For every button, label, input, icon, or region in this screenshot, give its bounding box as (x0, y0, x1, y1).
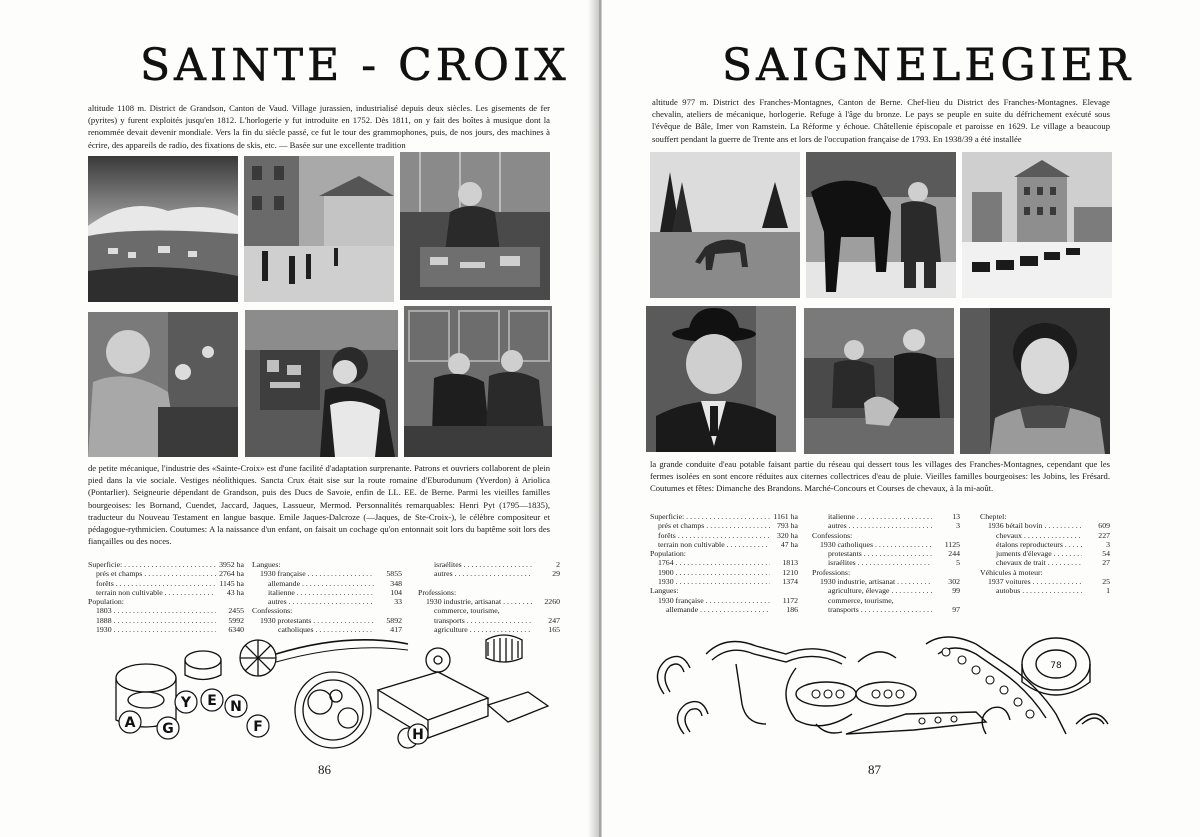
stat-row (418, 560, 560, 569)
right-stats-col-1 (650, 512, 798, 614)
stat-value: 27 (1082, 558, 1110, 567)
stat-label: commerce, tourisme, (434, 606, 500, 616)
stat-row (88, 606, 244, 615)
right-stats-col-2 (812, 512, 960, 614)
stat-label: transports . . . (418, 616, 532, 625)
stat-row (418, 569, 560, 578)
illus-letter-y: Y (180, 695, 192, 711)
photo-village-landscape (88, 156, 238, 302)
stat-row (88, 569, 244, 578)
right-page (602, 0, 1200, 837)
stat-value (932, 568, 960, 577)
stat-row (252, 569, 402, 578)
photo-watchmaker-portrait (88, 312, 238, 457)
stat-label: 1803 . . . (88, 606, 216, 615)
stat-value (532, 606, 560, 615)
stat-row (980, 577, 1110, 586)
stat-label: Cheptel: (980, 512, 1007, 521)
stat-label: 1930 . . . (650, 577, 770, 586)
stat-value: 6340 (216, 625, 244, 634)
illustration-watch-parts (108, 630, 558, 752)
left-body-text: de petite mécanique, l'industrie des «Sainte-Croix» est d'une facilité d'adaptation surprenante. Patrons et ouvriers collaborent de plein pied dans la vie sociale. Vestiges néolithiques. Sancta Crux était sise sur la route romaine d'Eburodunum (Yverdon) à Ariolica (Pontarlier). Seigneurie dépendant de Grandson, puis des Ducs de Savoie, enfin de LL. EE. de Berne. Parmi les vieilles familles bourgeoises: les Bornand, Cuendet, Jaccard, Jaques, Lassueur, Mermod. Personnalités remarquables: Henri Pyt (1795—1835), traducteur du Nouveau Testament en langue basque. Emile Jaques-Dalcroze (—Jaques, de Ste-Croix-), le célèbre compositeur et pédagogue-rythmicien. Coutumes: A la naissance d'un enfant, on faisait un cochage qu'on entonnait soit lors du baptême soit lors des fiançailles ou des noces. (88, 463, 550, 547)
stat-value (374, 606, 402, 615)
photo-street-scene (244, 156, 394, 302)
stat-row (812, 558, 960, 567)
stat-value: 1210 (770, 568, 798, 577)
stat-label: italienne . . . (252, 588, 374, 597)
stat-value: 5 (932, 558, 960, 567)
stat-label: terrain non cultivable . . . (650, 540, 770, 549)
stat-row (980, 586, 1110, 595)
photo-workshop-machine (400, 152, 550, 300)
stat-label: 1930 protestants . . . (252, 616, 374, 625)
left-page-title: SAINTE - CROIX (140, 40, 570, 91)
stat-value (216, 597, 244, 606)
stat-row (418, 588, 560, 597)
stat-value: 417 (374, 625, 402, 634)
stat-row (980, 549, 1110, 558)
illustration-harness-horseshoes (646, 624, 1116, 748)
stat-row (252, 616, 402, 625)
stat-value: 320 ha (770, 531, 798, 540)
stat-row (650, 568, 798, 577)
stat-value: 1374 (770, 577, 798, 586)
stat-row (650, 577, 798, 586)
stat-value: 2764 ha (216, 569, 244, 578)
stat-value (1082, 568, 1110, 577)
right-stats-col-3 (980, 512, 1110, 596)
stat-row (812, 531, 960, 540)
stat-row (650, 558, 798, 567)
stat-label: 1937 voitures . . . (980, 577, 1082, 586)
left-stats-col-2 (252, 560, 402, 634)
stat-row (980, 512, 1110, 521)
stat-label: catholiques . . . (252, 625, 374, 634)
stat-label: israélites . . . (812, 558, 932, 567)
stat-row (650, 521, 798, 530)
stat-row (812, 605, 960, 614)
stat-row (418, 606, 560, 615)
stat-row (650, 586, 798, 595)
stat-label: autres . . . (252, 597, 374, 606)
stat-label: chevaux . . . (980, 531, 1082, 540)
stat-value (770, 586, 798, 595)
stat-value: 3 (1082, 540, 1110, 549)
photo-horse-grazing (650, 152, 800, 298)
stat-label: terrain non cultivable . . . (88, 588, 216, 597)
stat-row (812, 568, 960, 577)
stat-label: juments d'élevage . . . (980, 549, 1082, 558)
left-page-number: 86 (318, 762, 331, 777)
stat-label: italienne . . . (812, 512, 932, 521)
stat-row (812, 512, 960, 521)
stat-label: commerce, tourisme, (828, 595, 894, 605)
illus-letter-h: H (412, 727, 424, 743)
stat-label: Superficie: . . . (88, 560, 216, 569)
illus-letter-a: A (124, 715, 136, 731)
stat-row (650, 531, 798, 540)
stat-row (812, 540, 960, 549)
left-stats-col-1 (88, 560, 244, 634)
stat-value: 186 (770, 605, 798, 614)
stat-label: Langues: (650, 586, 679, 596)
illus-letter-e: E (207, 693, 217, 709)
stat-value: 793 ha (770, 521, 798, 530)
stat-row (650, 596, 798, 605)
stat-value: 2 (532, 560, 560, 569)
stat-label: chevaux de trait . . . (980, 558, 1082, 567)
stat-row (650, 540, 798, 549)
stat-value: 3952 ha (216, 560, 244, 569)
stat-row (812, 596, 960, 605)
stat-label: prés et champs . . . (88, 569, 216, 578)
stat-label (418, 579, 532, 588)
illus-letter-g: G (162, 721, 174, 737)
stat-value: 33 (374, 597, 402, 606)
stat-value: 1125 (932, 540, 960, 549)
stat-row (980, 568, 1110, 577)
stat-label: 1900 . . . (650, 568, 770, 577)
stat-label: 1764 . . . (650, 558, 770, 567)
stat-value (932, 531, 960, 540)
stat-label: autobus . . . (980, 586, 1082, 595)
stat-row (418, 616, 560, 625)
right-intro-text: altitude 977 m. District des Franches-Montagnes, Canton de Berne. Chef-lieu du District des Franches-Montagnes. Elevage chevalin, ateliers de mécanique, horlogerie. Refuge à l'âge du bronze. Le pays se peuple en suite du défrichement exécuté sous l'évêque de Bâle, Imer von Ramstein. La Réforme y échoue. Châtellenie épiscopale et paroisse en 1629. Le village a beaucoup souffert pendant la guerre de Trente ans et lors de l'occupation française de 1793. En 1938/39 a été installée (652, 97, 1110, 144)
stat-value (532, 588, 560, 597)
stat-value: 609 (1082, 521, 1110, 530)
stat-label: transports . . . (812, 605, 932, 614)
stat-row (812, 549, 960, 558)
photo-mechanics-workshop (804, 308, 954, 454)
stat-label: Véhicules à moteur: (980, 567, 1043, 577)
photo-two-workers (404, 306, 552, 457)
stat-row (812, 521, 960, 530)
stat-label: agriculture, élevage . . . (812, 586, 932, 595)
stat-label: Confessions: (812, 530, 853, 540)
stat-label: Confessions: (252, 606, 293, 616)
stat-value: 1145 ha (216, 579, 244, 588)
photo-horse-shoeing (806, 152, 956, 298)
illus-label-78: 78 (1050, 661, 1062, 671)
stat-row (88, 560, 244, 569)
stat-label: étalons reproducteurs . . . (980, 540, 1082, 549)
stat-value: 1172 (770, 596, 798, 605)
stat-label: 1930 française . . . (252, 569, 374, 578)
stat-label: Professions: (812, 567, 851, 577)
stat-row (650, 512, 798, 521)
stat-row (252, 579, 402, 588)
stat-value: 99 (932, 586, 960, 595)
stat-value: 302 (932, 577, 960, 586)
stat-value: 47 ha (770, 540, 798, 549)
stat-label: 1930 industrie, artisanat . . . (418, 597, 532, 606)
stat-row (252, 597, 402, 606)
stat-row (88, 616, 244, 625)
photo-old-man-hat (646, 306, 796, 452)
stat-value: 2260 (532, 597, 560, 606)
stat-value: 104 (374, 588, 402, 597)
stat-label: protestants . . . (812, 549, 932, 558)
stat-label: autres . . . (812, 521, 932, 530)
stat-value: 29 (532, 569, 560, 578)
photo-woman-assembly (245, 310, 398, 457)
stat-label: Langues: (252, 560, 281, 569)
stat-row (418, 579, 560, 588)
left-stats-col-3 (418, 560, 560, 634)
stat-row (88, 588, 244, 597)
stat-label: 1930 industrie, artisanat . . . (812, 577, 932, 586)
stat-label: israélites . . . (418, 560, 532, 569)
stat-label: forêts . . . (650, 531, 770, 540)
stat-value: 244 (932, 549, 960, 558)
stat-row (980, 521, 1110, 530)
right-body-text: la grande conduite d'eau potable faisant partie du réseau qui dessert tous les villages des Franches-Montagnes, cependant que les fermes isolées en sont encore réduites aux citernes collectrices d'eau de pluie. Vieilles familles bourgeoises: les Jobins, les Frésard. Coutumes et fêtes: Dimanche des Brandons. Marché-Concours et Courses de chevaux, à la mi-août. (650, 459, 1110, 494)
stat-label: agriculture . . . (418, 625, 532, 634)
illus-letter-f: F (253, 719, 263, 735)
stat-row (252, 560, 402, 569)
stat-value: 2455 (216, 606, 244, 615)
stat-row (812, 586, 960, 595)
stat-value: 348 (374, 579, 402, 588)
stat-label: Population: (88, 597, 124, 607)
stat-label: allemande . . . (252, 579, 374, 588)
stat-value: 54 (1082, 549, 1110, 558)
stat-value (532, 579, 560, 588)
stat-label: 1930 française . . . (650, 596, 770, 605)
stat-row (418, 597, 560, 606)
stat-value: 97 (932, 605, 960, 614)
left-intro-text: altitude 1108 m. District de Grandson, Canton de Vaud. Village jurassien, industrialisé depuis deux siècles. Les gisements de fer (pyrites) y furent exploités jusqu'en 1812. L'horlogerie y fut introduite en 1752. Dès 1811, on y fait des boîtes à musique dont la renommée devait devenir mondiale. Vers la fin du siècle passé, ce fut le tour des grammophones, puis, de nos jours, des machines à écrire, des appareils de radio, des fixations de skis, etc. — Basée sur une excellente tradition (88, 103, 550, 150)
photo-girl-portrait (960, 308, 1110, 454)
stat-value (374, 560, 402, 569)
stat-row (650, 605, 798, 614)
stat-value: 5855 (374, 569, 402, 578)
stat-label: Professions: (418, 587, 457, 597)
illus-letter-n: N (230, 699, 242, 715)
stat-value: 227 (1082, 531, 1110, 540)
stat-row (980, 540, 1110, 549)
stat-value: 1161 ha (770, 512, 798, 521)
stat-value: 5892 (374, 616, 402, 625)
stat-label: autres . . . (418, 569, 532, 578)
stat-value (770, 549, 798, 558)
stat-value: 1 (1082, 586, 1110, 595)
stat-value: 25 (1082, 577, 1110, 586)
stat-row (650, 549, 798, 558)
stat-value (932, 596, 960, 605)
stat-label: 1930 catholiques . . . (812, 540, 932, 549)
stat-value: 165 (532, 625, 560, 634)
stat-value: 247 (532, 616, 560, 625)
stat-label: Superficie: . . . (650, 512, 770, 521)
right-page-number: 87 (868, 762, 881, 777)
stat-label: 1936 bétail bovin . . . (980, 521, 1082, 530)
stat-label: 1930 . . . (88, 625, 216, 634)
left-page (0, 0, 598, 837)
stat-label: prés et champs . . . (650, 521, 770, 530)
stat-label: forêts . . . (88, 579, 216, 588)
stat-row (980, 558, 1110, 567)
stat-value: 43 ha (216, 588, 244, 597)
right-page-title: SAIGNELEGIER (722, 40, 1135, 91)
photo-snowy-village (962, 152, 1112, 298)
stat-row (252, 588, 402, 597)
stat-label: allemande . . . (650, 605, 770, 614)
stat-label: Population: (650, 549, 686, 559)
stat-value: 5992 (216, 616, 244, 625)
stat-value: 3 (932, 521, 960, 530)
stat-row (88, 597, 244, 606)
stat-row (980, 531, 1110, 540)
stat-label: 1888 . . . (88, 616, 216, 625)
stat-value: 1813 (770, 558, 798, 567)
stat-value (1082, 512, 1110, 521)
stat-row (252, 606, 402, 615)
stat-row (812, 577, 960, 586)
stat-row (88, 579, 244, 588)
stat-value: 13 (932, 512, 960, 521)
